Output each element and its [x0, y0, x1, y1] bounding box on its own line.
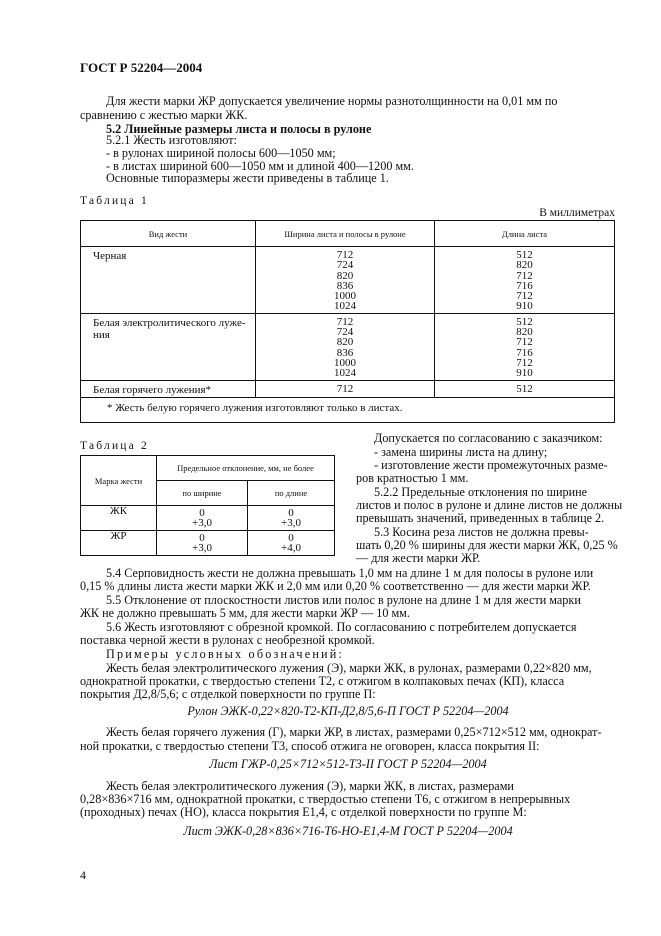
- table1-length-value: 820: [516, 259, 533, 272]
- right-col-line: - изготовление жести промежуточных разме-: [374, 458, 608, 472]
- table1-width-value: 1000: [334, 290, 356, 303]
- table1-header-length: Длина листа: [435, 221, 615, 247]
- table1-length-value: 512: [516, 382, 533, 395]
- right-col-line: 5.3 Косина реза листов не должна превы-: [374, 525, 589, 539]
- table1-length-value: 712: [516, 290, 533, 303]
- table2-width-cell: [157, 506, 248, 531]
- table1-width-value: 820: [336, 269, 354, 282]
- table1-header-width: Ширина листа и полосы в рулоне: [256, 221, 435, 247]
- table1-length-value: 712: [516, 269, 533, 282]
- table1-width-value: 836: [336, 346, 354, 359]
- example-2-line: ной прокатки, с твердостью степени Т3, способ отжига не оговорен, класса покрытия II:: [80, 739, 540, 753]
- document-header: ГОСТ Р 52204—2004: [80, 60, 203, 75]
- section-5-2-1: 5.2.1 Жесть изготовляют:: [106, 133, 237, 147]
- para-5-4-line-2: 0,15 % длины листа жести марки ЖК и 2,0 мм или 0,20 % соответственно — для жести марки ЖР.: [80, 579, 591, 593]
- table2-length-value: 0: [288, 531, 294, 544]
- table2-header-row: [81, 456, 335, 481]
- table2-length-value: 0: [288, 506, 294, 519]
- table1-width-value: 724: [336, 326, 354, 339]
- examples-title: Примеры условных обозначений:: [106, 647, 345, 661]
- example-3-line: Жесть белая электролитического лужения (Э), марки ЖК, в листах, размерами: [106, 779, 514, 793]
- example-2-code: Лист ГЖР-0,25×712×512-Т3-II ГОСТ Р 52204—2004: [209, 757, 487, 771]
- right-col-line: 5.2.2 Предельные отклонения по ширине: [374, 485, 588, 499]
- table2-width-value: 0: [199, 531, 205, 544]
- table1-length-value: 716: [516, 346, 533, 359]
- table1-length-value: 512: [516, 315, 533, 328]
- table2-mark-cell: ЖК: [81, 506, 157, 531]
- table2-width-value: +3,0: [192, 542, 212, 554]
- table1-width-value: 1024: [334, 367, 356, 380]
- table1-length-cell: [435, 380, 615, 398]
- table-row: [81, 313, 615, 380]
- table1-footnote: * Жесть белую горячего лужения изготовляют только в листах.: [81, 398, 615, 423]
- table1-kind-cell: [81, 313, 256, 380]
- right-col-line: превышать значений, приведенных в таблице 2.: [356, 511, 605, 525]
- table-1: [80, 220, 615, 423]
- right-col-line: - замена ширины листа на длину;: [374, 445, 548, 459]
- example-1-line: однократной прокатки, с твердостью степени Т2, с отжигом в колпаковых печах (КП), класса: [80, 674, 565, 688]
- right-col-line: ров кратностью 1 мм.: [356, 471, 469, 485]
- table1-width-value: 712: [336, 249, 354, 261]
- table1-width-value: 1024: [334, 300, 356, 313]
- table1-width-cell: [256, 313, 435, 380]
- table2-width-cell: [157, 531, 248, 556]
- table-row: [81, 247, 615, 314]
- table2-length-cell: [248, 506, 335, 531]
- table1-length-value: 712: [516, 356, 533, 369]
- example-2-line: Жесть белая горячего лужения (Г), марки ЖР, в листах, размерами 0,25×712×512 мм, однократ-: [106, 725, 602, 739]
- table1-footnote-row: [81, 398, 615, 423]
- table2-length-value: +3,0: [281, 517, 301, 529]
- example-1-line: покрытия Д2,8/5,6; с отделкой поверхности по группе П:: [80, 687, 376, 701]
- para-intro-line-1: Для жести марки ЖР допускается увеличение нормы разнотолщинности на 0,01 мм по: [106, 94, 558, 108]
- table2-header-width: по ширине: [157, 481, 248, 506]
- table1-header-row: [81, 221, 615, 247]
- table1-length-value: 910: [516, 367, 533, 380]
- table1-length-value: 512: [516, 249, 533, 261]
- table1-length-value: 716: [516, 279, 533, 292]
- right-col-line: листов и полос в рулоне и длине листов не должны: [356, 498, 623, 512]
- table1-kind-line: ния: [93, 329, 110, 342]
- bullet-sheets: - в листах шириной 600—1050 мм и длиной 400—1200 мм.: [106, 159, 414, 173]
- table2-width-value: +3,0: [192, 517, 212, 529]
- table2-header-length: по длине: [248, 481, 335, 506]
- table2-length-cell: [248, 531, 335, 556]
- right-col-line: шать 0,20 % ширины для жести марки ЖК, 0,25 %: [356, 538, 618, 552]
- right-col-line: Допускается по согласованию с заказчиком:: [374, 431, 603, 445]
- table1-width-value: 1000: [334, 356, 356, 369]
- table-2: [80, 455, 335, 556]
- table1-length-value: 910: [516, 300, 533, 313]
- table1-length-cell: [435, 247, 615, 314]
- example-3-code: Лист ЭЖК-0,28×836×716-Т6-НО-Е1,4-М ГОСТ Р 52204—2004: [183, 824, 513, 838]
- table1-header-kind: Вид жести: [81, 221, 256, 247]
- table1-kind-line: Белая электролитического луже-: [93, 316, 246, 329]
- table2-width-value: 0: [199, 506, 205, 519]
- table1-kind-cell: Белая горячего лужения*: [81, 380, 256, 398]
- main-sizes-note: Основные типоразмеры жести приведены в таблице 1.: [106, 171, 389, 185]
- para-5-6-line-1: 5.6 Жесть изготовляют с обрезной кромкой. По согласованию с потребителем допускается: [106, 620, 577, 634]
- para-5-5-line-1: 5.5 Отклонение от плоскостности листов или полос в рулоне на длине 1 м для жести марки: [106, 593, 581, 607]
- page-number: 4: [80, 868, 86, 882]
- table1-kind-cell: Черная: [81, 247, 256, 314]
- para-5-4-line-1: 5.4 Серповидность жести не должна превышать 1,0 мм на длине 1 м для полосы в рулоне или: [106, 566, 594, 580]
- table2-header-deviation: Предельное отклонение, мм, не более: [157, 456, 335, 481]
- example-1-line: Жесть белая электролитического лужения (Э), марки ЖК, в рулонах, размерами 0,22×820 мм,: [106, 661, 592, 675]
- example-3-line: (проходных) печах (НО), класса покрытия Е1,4, с отделкой поверхности по группе М:: [80, 805, 527, 819]
- table1-width-cell: [256, 247, 435, 314]
- para-5-5-line-2: ЖК не должно превышать 5 мм, для жести марки ЖР — 10 мм.: [80, 606, 410, 620]
- table2-mark-cell: ЖР: [81, 531, 157, 556]
- table-row: [81, 380, 615, 398]
- para-intro-line-2: сравнению с жестью марки ЖК.: [80, 108, 248, 122]
- table2-length-value: +4,0: [281, 542, 301, 554]
- para-5-6-line-2: поставка черной жести в рулонах с необрезной кромкой.: [80, 633, 375, 647]
- section-5-2-title: 5.2 Линейные размеры листа и полосы в рулоне: [106, 122, 372, 136]
- example-3-line: 0,28×836×716 мм, однократной прокатки, с твердостью степени Т6, с отжигом в непрерывных: [80, 792, 571, 806]
- table2-caption: Таблица 2: [80, 440, 149, 452]
- table1-width-value: 724: [336, 259, 354, 272]
- table1-width-value: 836: [336, 279, 354, 292]
- table2-header-mark: Марка жести: [81, 456, 157, 506]
- table1-width-value: 712: [336, 382, 354, 395]
- right-col-line: — для жести марки ЖР.: [356, 551, 481, 565]
- table-row: [81, 506, 335, 531]
- table1-units: В миллиметрах: [539, 207, 615, 219]
- table1-length-cell: [435, 313, 615, 380]
- bullet-rolls: - в рулонах шириной полосы 600—1050 мм;: [106, 146, 336, 160]
- table1-length-value: 712: [516, 336, 533, 349]
- table-row: [81, 531, 335, 556]
- table1-caption: Таблица 1: [80, 195, 149, 207]
- table1-width-value: 712: [336, 315, 354, 328]
- table1-width-value: 820: [336, 336, 354, 349]
- example-1-code: Рулон ЭЖК-0,22×820-Т2-КП-Д2,8/5,6-П ГОСТ Р 52204—2004: [187, 704, 509, 718]
- table1-width-cell: [256, 380, 435, 398]
- table1-length-value: 820: [516, 326, 533, 339]
